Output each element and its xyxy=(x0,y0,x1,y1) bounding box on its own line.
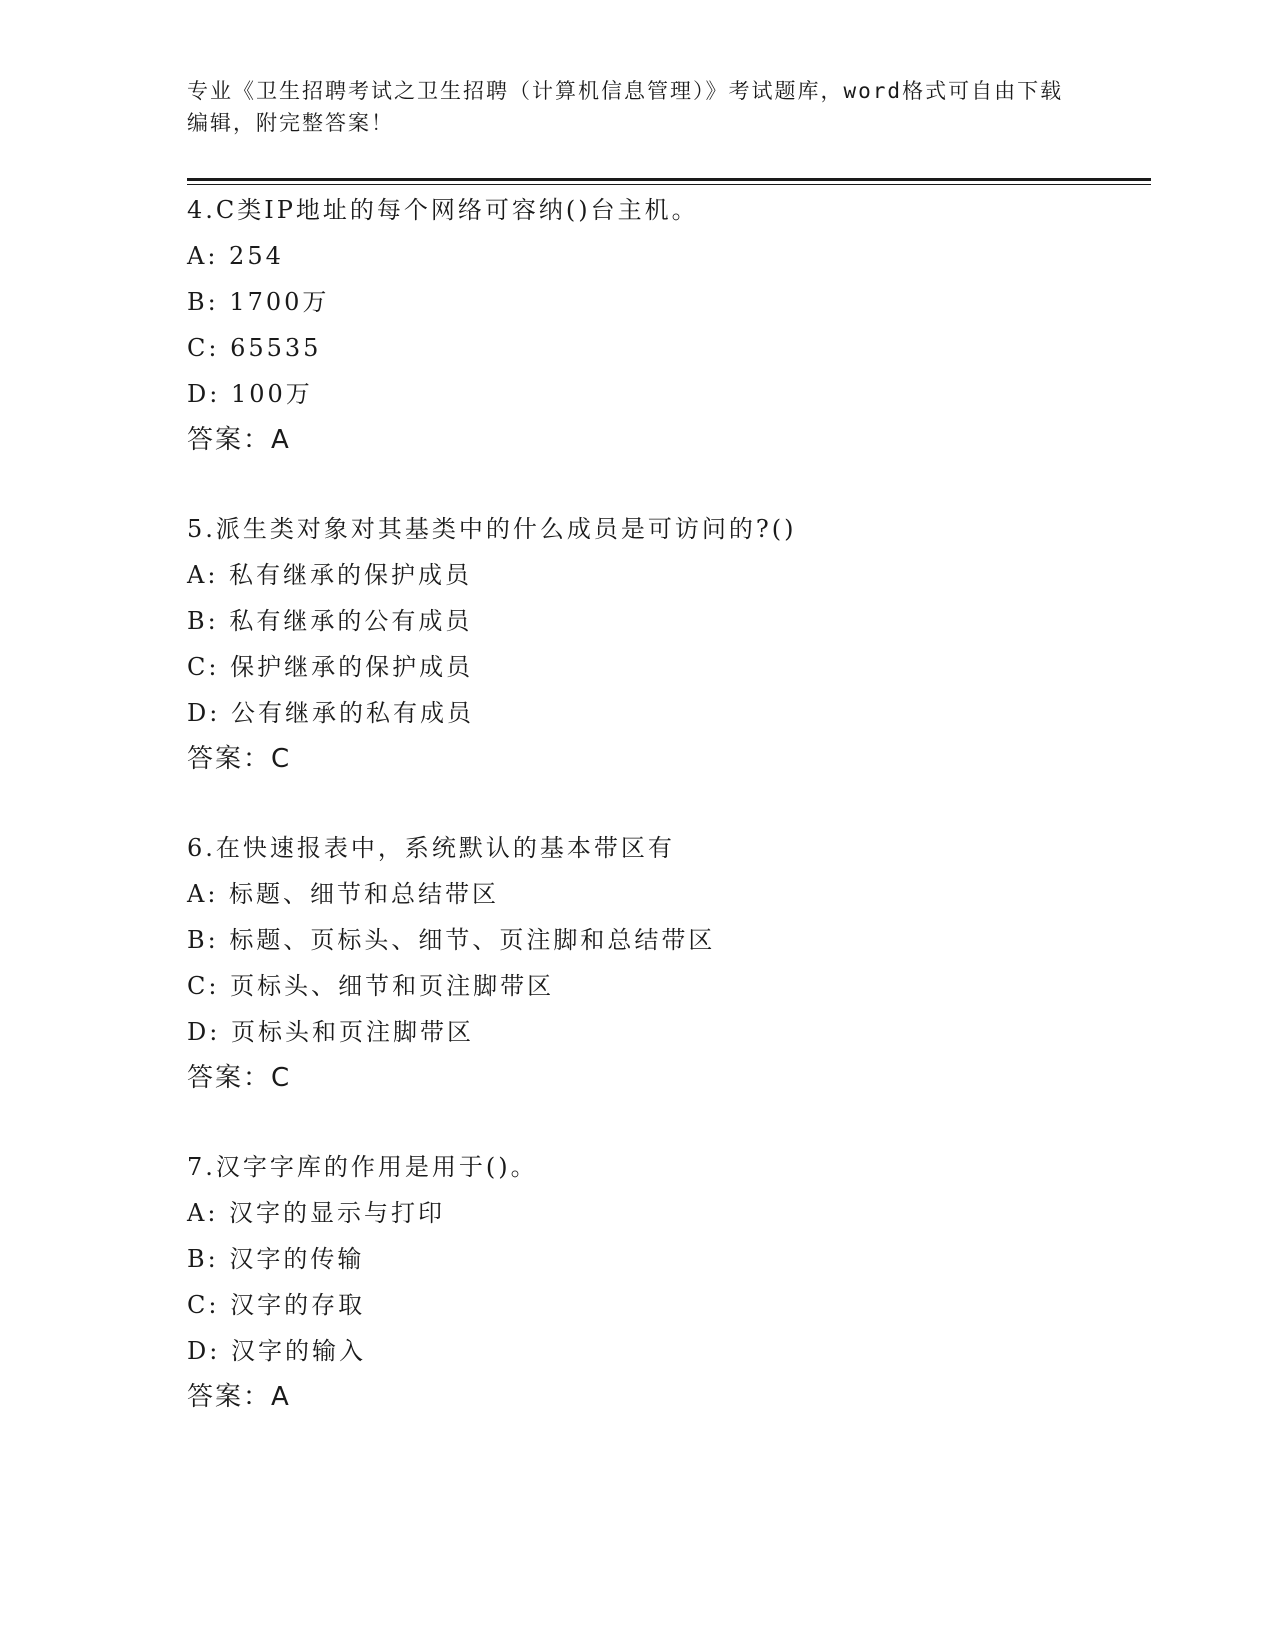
option-b: B: 1700万 xyxy=(187,288,330,316)
option-c: C: 页标头、细节和页注脚带区 xyxy=(187,972,555,1000)
answer-line: 答案：C xyxy=(187,1063,292,1093)
option-a: A: 私有继承的保护成员 xyxy=(187,561,473,589)
question-stem: 6.在快速报表中，系统默认的基本带区有 xyxy=(187,834,675,862)
option-b: B: 标题、页标头、细节、页注脚和总结带区 xyxy=(187,926,716,954)
option-d: D: 汉字的输入 xyxy=(187,1337,366,1365)
document-header: 专业《卫生招聘考试之卫生招聘（计算机信息管理）》考试题库，word格式可自由下载编辑，附完整答案！ xyxy=(187,79,1064,135)
option-b: B: 私有继承的公有成员 xyxy=(187,607,473,635)
header-divider-thin xyxy=(187,184,1151,185)
option-a: A: 标题、细节和总结带区 xyxy=(187,880,500,908)
question-stem: 7.汉字字库的作用是用于()。 xyxy=(187,1153,538,1181)
answer-line: 答案：C xyxy=(187,744,292,774)
option-a: A: 254 xyxy=(187,242,284,270)
question-4 xyxy=(187,187,1147,463)
option-c: C: 汉字的存取 xyxy=(187,1291,366,1319)
option-c: C: 65535 xyxy=(187,334,322,362)
answer-line: 答案：A xyxy=(187,1382,291,1412)
option-b: B: 汉字的传输 xyxy=(187,1245,365,1273)
question-6 xyxy=(187,825,1147,1101)
option-d: D: 页标头和页注脚带区 xyxy=(187,1018,474,1046)
option-d: D: 公有继承的私有成员 xyxy=(187,699,474,727)
answer-line: 答案：A xyxy=(187,425,291,455)
question-7 xyxy=(187,1144,1147,1420)
header-divider-thick xyxy=(187,178,1151,181)
question-stem: 4.C类IP地址的每个网络可容纳()台主机。 xyxy=(187,196,699,224)
question-stem: 5.派生类对象对其基类中的什么成员是可访问的?() xyxy=(187,515,797,543)
question-5 xyxy=(187,506,1147,782)
option-a: A: 汉字的显示与打印 xyxy=(187,1199,446,1227)
question-list xyxy=(187,187,1147,1463)
option-d: D: 100万 xyxy=(187,380,313,408)
option-c: C: 保护继承的保护成员 xyxy=(187,653,474,681)
